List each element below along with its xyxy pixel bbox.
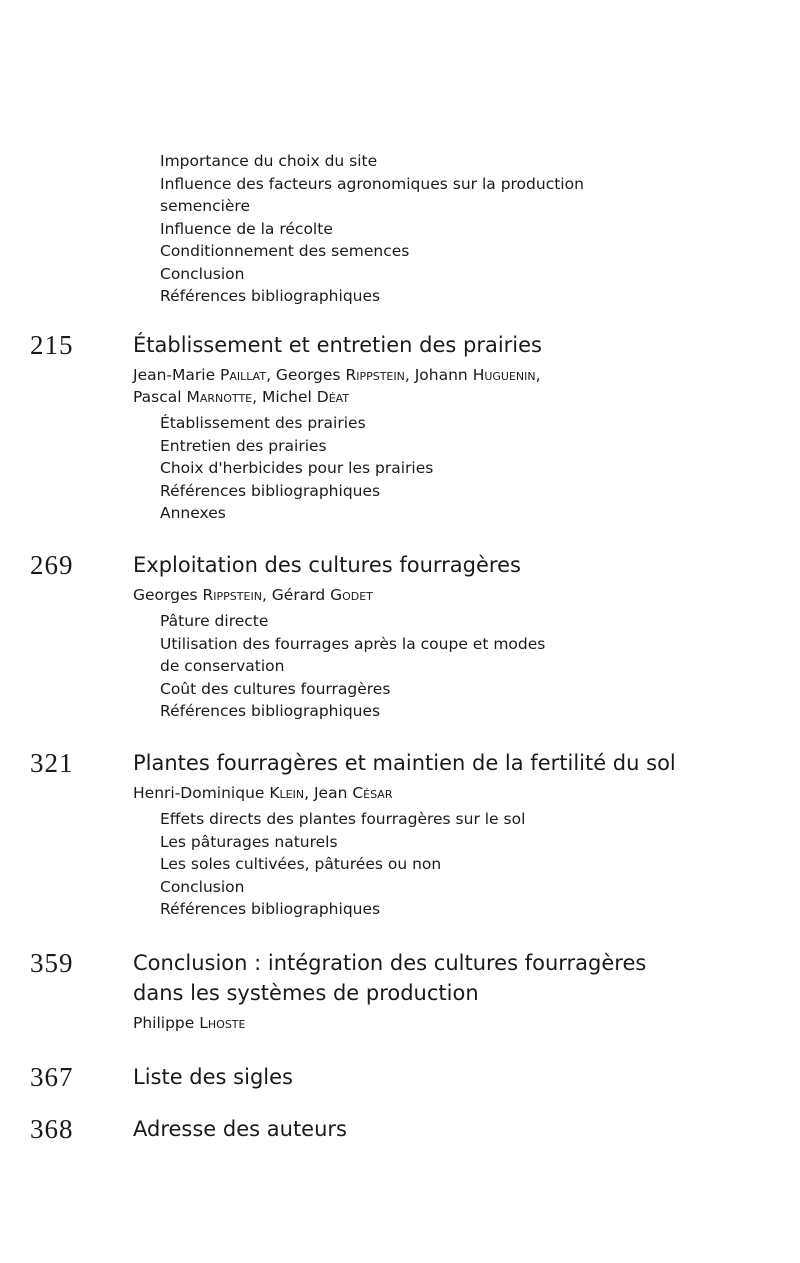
author-first-name: Jean-Marie: [133, 366, 216, 384]
author-name: [133, 1014, 245, 1032]
author-name: [133, 388, 252, 406]
list-item: Utilisation des fourrages après la coupe et modes: [160, 634, 546, 653]
list-item: Influence de la récolte: [160, 219, 333, 238]
author-first-name: Michel: [261, 388, 312, 406]
page-number: 367: [30, 1062, 74, 1092]
author-name: [415, 366, 536, 384]
author-first-name: Henri-Dominique: [133, 784, 265, 802]
author-first-name: Georges: [133, 586, 198, 604]
chapter-title-line: Établissement et entretien des prairies: [133, 333, 542, 357]
list-item: Influence des facteurs agronomiques sur la production: [160, 174, 584, 193]
author-first-name: Johann: [414, 366, 468, 384]
list-item: Effets directs des plantes fourragères sur le sol: [160, 810, 526, 828]
list-item: Conditionnement des semences: [160, 242, 410, 260]
section-list: [160, 150, 760, 308]
chapter-title: [133, 550, 753, 580]
author-first-name: Jean: [313, 784, 348, 802]
author-last-name: Lhoste: [199, 1014, 246, 1032]
author-last-name: César: [352, 784, 393, 802]
author-last-name: Marnotte: [186, 388, 253, 406]
author-name: [276, 366, 405, 384]
page-number: 321: [30, 748, 74, 778]
author-line: Pascal Marnotte, Michel Déat: [133, 388, 350, 406]
page-number: 215: [30, 330, 74, 360]
author-line: Henri-Dominique Klein, Jean César: [133, 784, 393, 802]
list-item: Conclusion: [160, 264, 245, 283]
list-item: Choix d'herbicides pour les prairies: [160, 459, 434, 477]
list-item: Importance du choix du site: [160, 152, 378, 170]
author-last-name: Godet: [330, 586, 373, 604]
chapter-title-line: Adresse des auteurs: [133, 1117, 347, 1141]
page-number: 359: [30, 948, 74, 978]
chapter-title-line: dans les systèmes de production: [133, 981, 479, 1005]
author-name: [314, 784, 393, 802]
author-line: Georges Rippstein, Gérard Godet: [133, 586, 373, 604]
chapter-authors: [133, 782, 773, 804]
list-item: Références bibliographiques: [160, 702, 381, 720]
chapter-title: [133, 330, 753, 360]
list-item: Conclusion: [160, 877, 245, 896]
chapter-title-line: Exploitation des cultures fourragères: [133, 553, 521, 577]
chapter-title: [133, 748, 753, 778]
author-name: [272, 586, 373, 604]
chapter-title-line: Conclusion : intégration des cultures fourragères: [133, 951, 647, 975]
list-item: Pâture directe: [160, 612, 269, 630]
page-number: 269: [30, 550, 74, 580]
author-last-name: Rippstein: [202, 586, 262, 604]
author-last-name: Paillat: [220, 366, 267, 384]
author-first-name: Pascal: [133, 388, 182, 406]
author-name: [133, 784, 304, 802]
list-item: Annexes: [160, 504, 226, 522]
list-item: Établissement des prairies: [160, 414, 366, 432]
list-item: de conservation: [160, 657, 285, 675]
author-last-name: Déat: [316, 388, 350, 406]
list-item: Les soles cultivées, pâturées ou non: [160, 855, 442, 873]
section-list: [160, 610, 760, 723]
author-first-name: Philippe: [133, 1014, 195, 1032]
author-name: [133, 586, 262, 604]
author-name: [133, 366, 266, 384]
author-last-name: Huguenin: [472, 366, 536, 384]
list-item: Coût des cultures fourragères: [160, 679, 391, 698]
list-item: Les pâturages naturels: [160, 832, 338, 851]
chapter-title: [133, 948, 753, 1008]
list-item: Références bibliographiques: [160, 287, 381, 305]
list-item: semencière: [160, 197, 251, 215]
chapter-authors: [133, 584, 773, 606]
section-list: [160, 412, 760, 525]
section-list: [160, 808, 760, 921]
chapter-title: [133, 1114, 753, 1144]
chapter-title: [133, 1062, 753, 1092]
chapter-title-line: Liste des sigles: [133, 1065, 293, 1089]
author-line: [133, 1012, 773, 1034]
chapter-title-line: Plantes fourragères et maintien de la fertilité du sol: [133, 751, 676, 775]
list-item: Références bibliographiques: [160, 900, 381, 918]
author-first-name: Gérard: [271, 586, 326, 604]
author-name: [262, 388, 349, 406]
author-last-name: Klein: [269, 784, 305, 802]
page-number: 368: [30, 1114, 74, 1144]
author-line: Jean-Marie Paillat, Georges Rippstein, Johann Huguenin,: [133, 366, 541, 384]
chapter-authors: [133, 1012, 773, 1034]
list-item: Entretien des prairies: [160, 436, 327, 455]
chapter-authors: [133, 364, 773, 408]
list-item: Références bibliographiques: [160, 481, 381, 500]
author-first-name: Georges: [275, 366, 341, 384]
author-last-name: Rippstein: [345, 366, 405, 384]
